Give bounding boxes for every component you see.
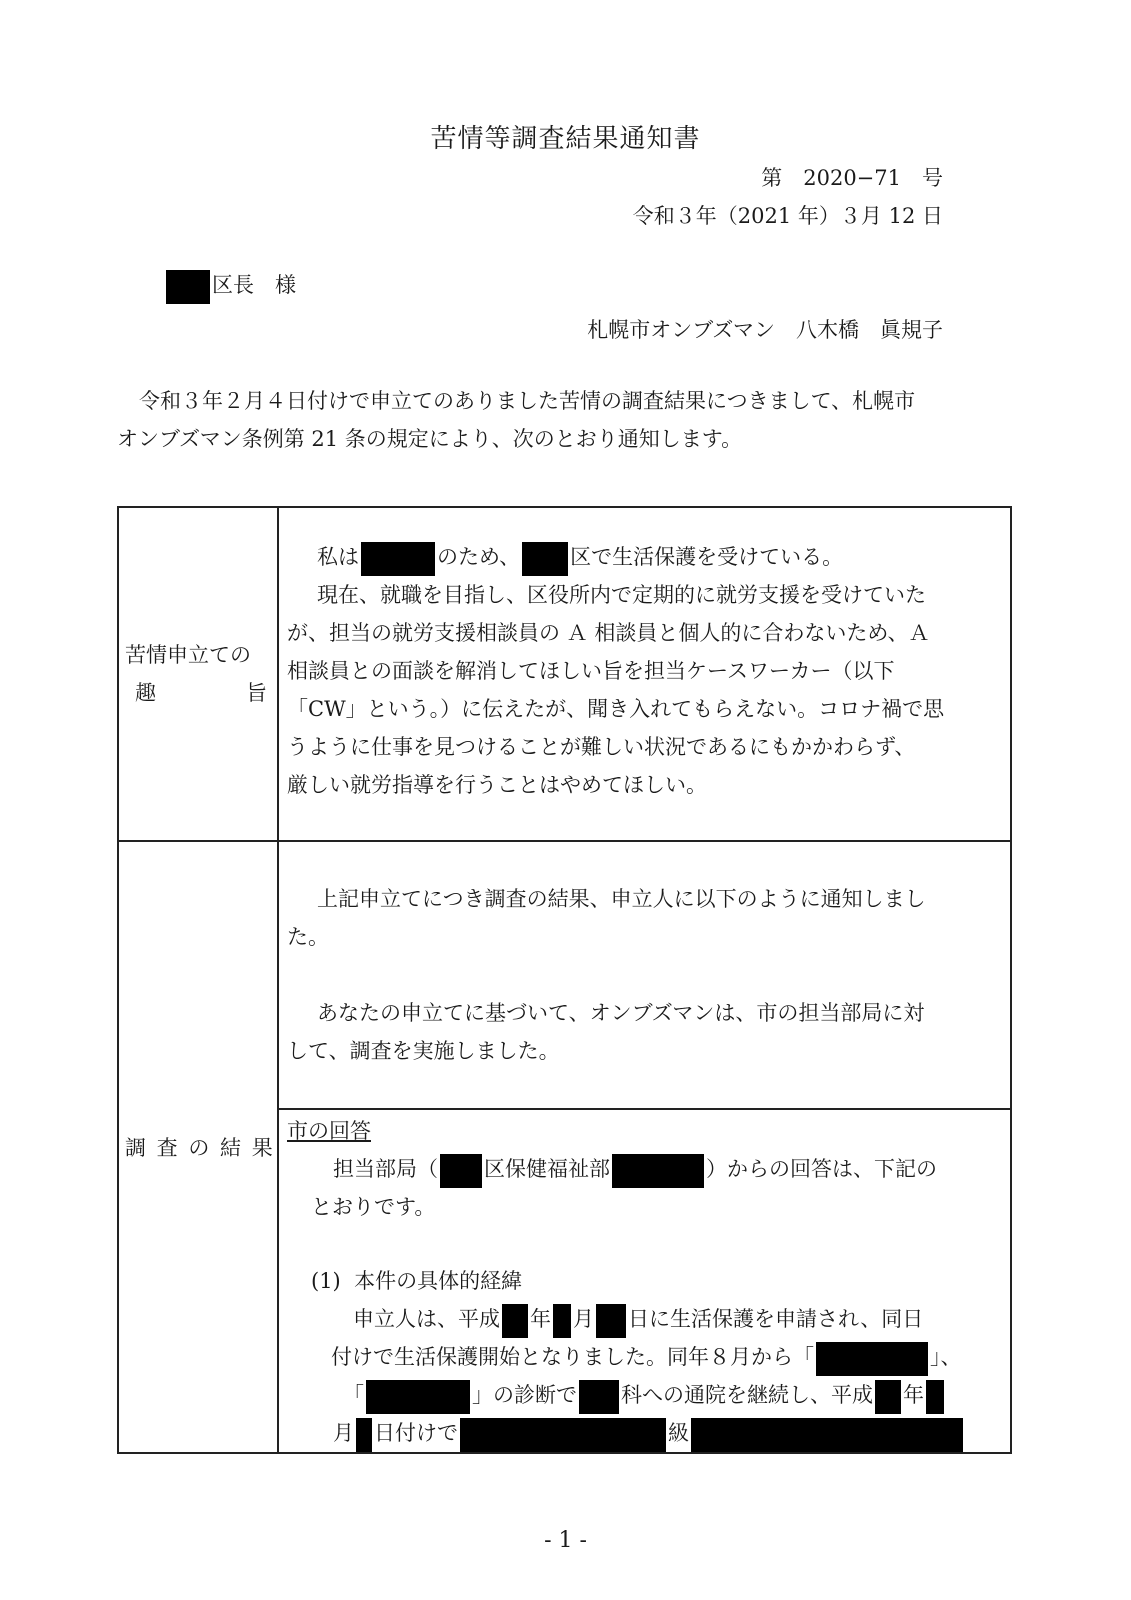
complaint-line-2: 現在、就職を目指し、区役所内で定期的に就労支援を受けていた <box>317 583 926 607</box>
city-answer-cell <box>278 1109 1011 1453</box>
complaint-line-7: 厳しい就労指導を行うことはやめてほしい。 <box>287 773 707 797</box>
redaction-block <box>596 1304 626 1338</box>
result-line-3: あなたの申立てに基づいて、オンブズマンは、市の担当部局に対 <box>317 1001 925 1025</box>
page-number: - 1 - <box>544 1528 587 1553</box>
result-line-2: た。 <box>287 925 329 949</box>
result-table <box>117 506 1012 1454</box>
addressee <box>164 266 296 304</box>
redaction-block <box>522 542 568 576</box>
result-intro-cell <box>278 841 1011 1109</box>
result-label: 調 査 の 結 果 <box>125 1136 275 1160</box>
redaction-block <box>460 1418 666 1452</box>
complaint-content-cell <box>278 507 1011 841</box>
document-title: 苦情等調査結果通知書 <box>430 124 701 154</box>
intro-line-2: オンブズマン条例第 21 条の規定により、次のとおり通知します。 <box>117 427 743 451</box>
redaction-block <box>691 1418 963 1452</box>
redaction-block <box>166 270 210 304</box>
redaction-block <box>502 1304 528 1338</box>
section-title: 本件の具体的経緯 <box>354 1269 523 1293</box>
complaint-label-cell <box>118 507 278 841</box>
history-line-4: 月 日付けで 級 <box>287 1414 1004 1452</box>
intro-line-1: 令和３年２月４日付けで申立てのありました苦情の調査結果につきまして、札幌市 <box>139 389 916 413</box>
history-line-3: 「 」の診断で 科への通院を継続し、平成 年 <box>287 1376 1004 1414</box>
intro-paragraph <box>117 382 915 458</box>
redaction-block <box>816 1342 928 1376</box>
redaction-block <box>926 1380 944 1414</box>
result-label-cell <box>118 841 278 1453</box>
result-line-4: して、調査を実施しました。 <box>287 1039 560 1063</box>
section-number: (1) <box>311 1269 341 1293</box>
redaction-block <box>366 1380 470 1414</box>
complaint-label-char-1: 趣 <box>135 681 156 705</box>
result-line-1: 上記申立てにつき調査の結果、申立人に以下のように通知しまし <box>317 887 926 911</box>
complaint-line-1: 私は のため、 区で生活保護を受けている。 <box>287 538 1004 576</box>
history-line-1: 申立人は、平成 年 月 日に生活保護を申請され、同日 <box>287 1300 1004 1338</box>
city-answer-heading: 市の回答 <box>287 1119 371 1143</box>
complaint-line-4: 相談員との面談を解消してほしい旨を担当ケースワーカー（以下 <box>287 659 895 683</box>
redaction-block <box>553 1304 571 1338</box>
document-number: 第 2020−71 号 <box>761 166 943 190</box>
redaction-block <box>361 542 435 576</box>
city-answer-line-2: とおりです。 <box>311 1195 436 1219</box>
table-row-result <box>118 841 1011 1109</box>
section-heading <box>287 1262 1004 1300</box>
redaction-block <box>579 1380 619 1414</box>
redaction-block <box>612 1154 704 1188</box>
complaint-line-3: が、担当の就労支援相談員の Ａ 相談員と個人的に合わないため、Ａ <box>287 621 930 645</box>
city-answer-line-1: 担当部局（ 区保健福祉部 ）からの回答は、下記の <box>287 1150 1004 1188</box>
sender: 札幌市オンブズマン 八木橋 眞規子 <box>587 318 943 342</box>
complaint-line-5: 「CW」という。）に伝えたが、聞き入れてもらえない。コロナ禍で思 <box>287 697 945 721</box>
table-row-complaint <box>118 507 1011 841</box>
redaction-block <box>440 1154 482 1188</box>
addressee-suffix: 区長 様 <box>212 273 296 297</box>
complaint-label-line-1: 苦情申立ての <box>125 643 251 667</box>
redaction-block <box>356 1418 372 1452</box>
document-date: 令和３年（2021 年）３月 12 日 <box>632 204 943 228</box>
complaint-label-char-2: 旨 <box>246 681 267 705</box>
redaction-block <box>875 1380 901 1414</box>
history-line-2: 付けで生活保護開始となりました。同年８月から「 」、 <box>287 1338 1004 1376</box>
complaint-line-6: うように仕事を見つけることが難しい状況であるにもかかわらず、 <box>287 735 916 759</box>
